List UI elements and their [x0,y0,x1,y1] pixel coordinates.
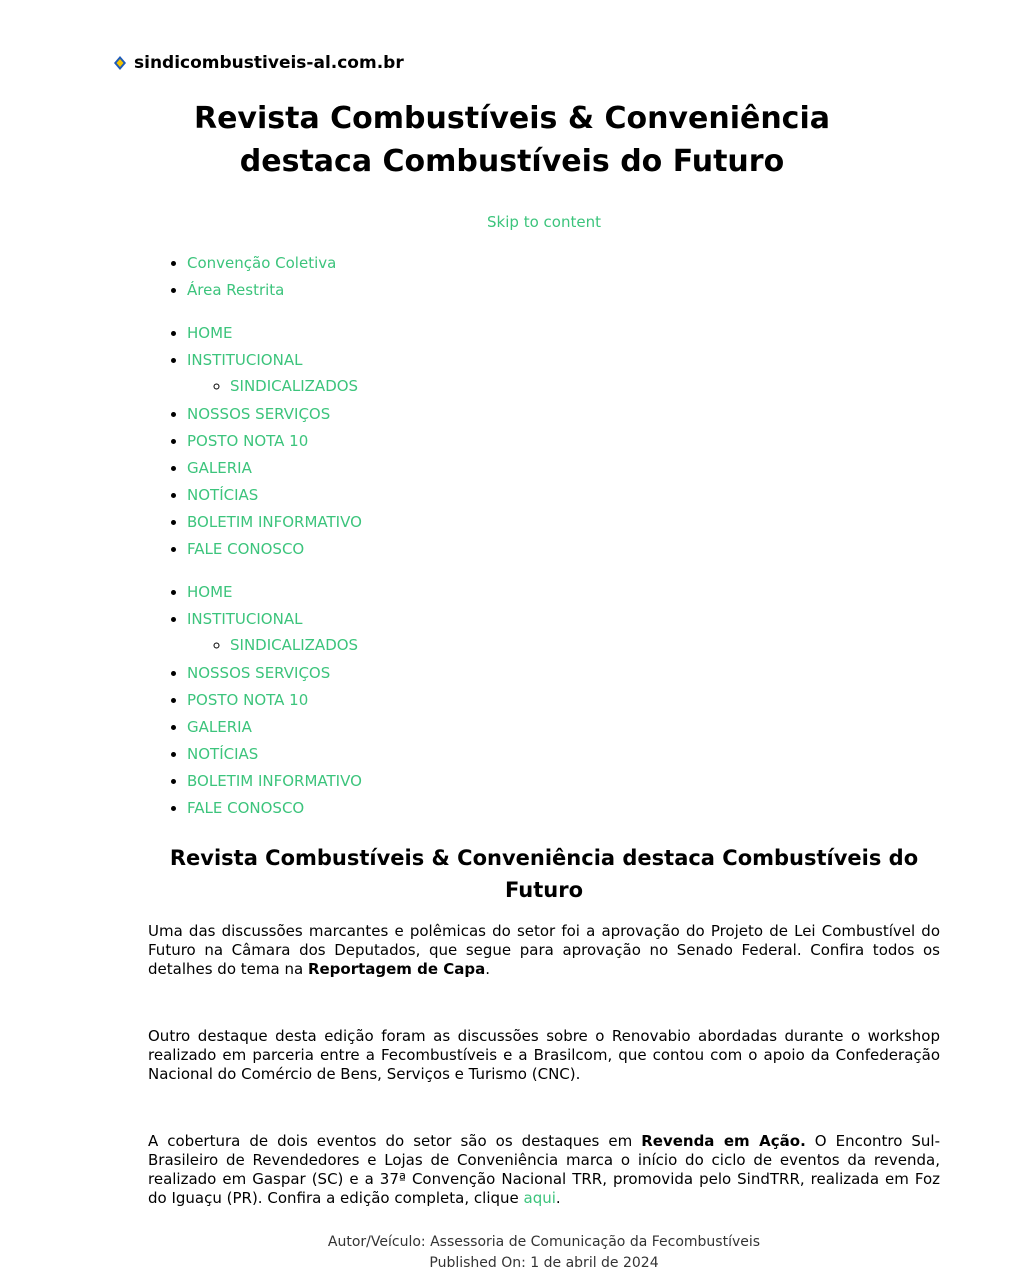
main-menu-item [187,428,362,455]
top-menu-item [187,277,336,304]
paragraph-text: Uma das discussões marcantes e polêmicas do setor foi a aprovação do Projeto de Lei Combustível do Futuro na Câmara dos Deputados, que segue para aprovação no Senado Federal. Confira todos os detalhes do tema na [148,922,940,978]
article-author: Autor/Veículo: Assessoria de Comunicação da Fecombustíveis [327,1234,761,1250]
main-menu-item [187,795,362,822]
bold-text: Revenda em Ação. [641,1132,806,1150]
submenu-item [230,374,362,398]
main-menu-item [187,509,362,536]
main-menu-item [187,455,362,482]
paragraph-text: . [485,960,491,978]
edition-link[interactable]: aqui [523,1189,556,1207]
mobile-menu [148,579,362,822]
menu-link-institucional[interactable]: INSTITUCIONAL [187,351,303,369]
menu-link-fale-conosco[interactable]: FALE CONOSCO [187,799,305,817]
site-header [112,53,404,73]
skip-link-wrap [0,213,1024,231]
submenu [187,633,362,657]
page-title: Revista Combustíveis & Conveniência destaca Combustíveis do Futuro [193,101,830,179]
site-domain[interactable]: sindicombustiveis-al.com.br [134,53,404,73]
menu-link-area-restrita[interactable]: Área Restrita [187,281,285,299]
main-menu-item [187,714,362,741]
menu-link-home[interactable]: HOME [187,324,233,342]
menu-link-convencao-coletiva[interactable]: Convenção Coletiva [187,254,337,272]
fuel-drop-icon [112,55,128,71]
article-published-date: Published On: 1 de abril de 2024 [429,1255,659,1271]
paragraph-text: O Encontro Sul-Brasileiro de Revendedores e Lojas de Conveniência marca o início do ciclo de eventos da revenda, realizado em Gaspar (SC) e a 37ª Convenção Nacional TRR, promovida pelo SindTRR, realizada em Foz do Iguaçu (PR). Confira a edição completa, clique [148,1132,941,1207]
main-menu-item [187,482,362,509]
menu-link-nossos-servicos[interactable]: NOSSOS SERVIÇOS [187,664,331,682]
main-menu-item [187,606,362,660]
main-menu-item [187,320,362,347]
menu-link-home[interactable]: HOME [187,583,233,601]
main-menu-item [187,579,362,606]
menu-link-sindicalizados[interactable]: SINDICALIZADOS [230,377,359,395]
menu-link-galeria[interactable]: GALERIA [187,459,252,477]
menu-link-posto-nota-10[interactable]: POSTO NOTA 10 [187,432,309,450]
menu-link-nossos-servicos[interactable]: NOSSOS SERVIÇOS [187,405,331,423]
menu-link-fale-conosco[interactable]: FALE CONOSCO [187,540,305,558]
submenu [187,374,362,398]
menu-link-boletim-informativo[interactable]: BOLETIM INFORMATIVO [187,513,362,531]
submenu-item [230,633,362,657]
article-title: Revista Combustíveis & Conveniência destaca Combustíveis do Futuro [169,846,919,902]
main-menu-item [187,741,362,768]
main-menu-item [187,687,362,714]
paragraph-text: . [555,1189,561,1207]
menu-link-noticias[interactable]: NOTÍCIAS [187,486,259,504]
main-menu-item [187,768,362,795]
paragraph-text: A cobertura de dois eventos do setor são os destaques em [148,1132,642,1150]
menu-link-noticias[interactable]: NOTÍCIAS [187,745,259,763]
menu-link-posto-nota-10[interactable]: POSTO NOTA 10 [187,691,309,709]
article-paragraph-2 [148,1027,940,1084]
top-menu [148,250,336,304]
main-menu-item [187,401,362,428]
menu-link-sindicalizados[interactable]: SINDICALIZADOS [230,636,359,654]
menu-link-boletim-informativo[interactable]: BOLETIM INFORMATIVO [187,772,362,790]
menu-link-institucional[interactable]: INSTITUCIONAL [187,610,303,628]
main-menu-item [187,347,362,401]
main-menu-item [187,660,362,687]
article-paragraph-3 [148,1132,940,1208]
skip-to-content-link[interactable]: Skip to content [487,213,601,231]
paragraph-text: Outro destaque desta edição foram as discussões sobre o Renovabio abordadas durante o workshop realizado em parceria entre a Fecombustíveis e a Brasilcom, que contou com o apoio da Confederação Nacional do Comércio de Bens, Serviços e Turismo (CNC). [148,1027,940,1083]
main-menu [148,320,362,563]
article-paragraph-1 [148,922,940,979]
menu-link-galeria[interactable]: GALERIA [187,718,252,736]
top-menu-item [187,250,336,277]
main-menu-item [187,536,362,563]
bold-text: Reportagem de Capa [307,960,486,978]
